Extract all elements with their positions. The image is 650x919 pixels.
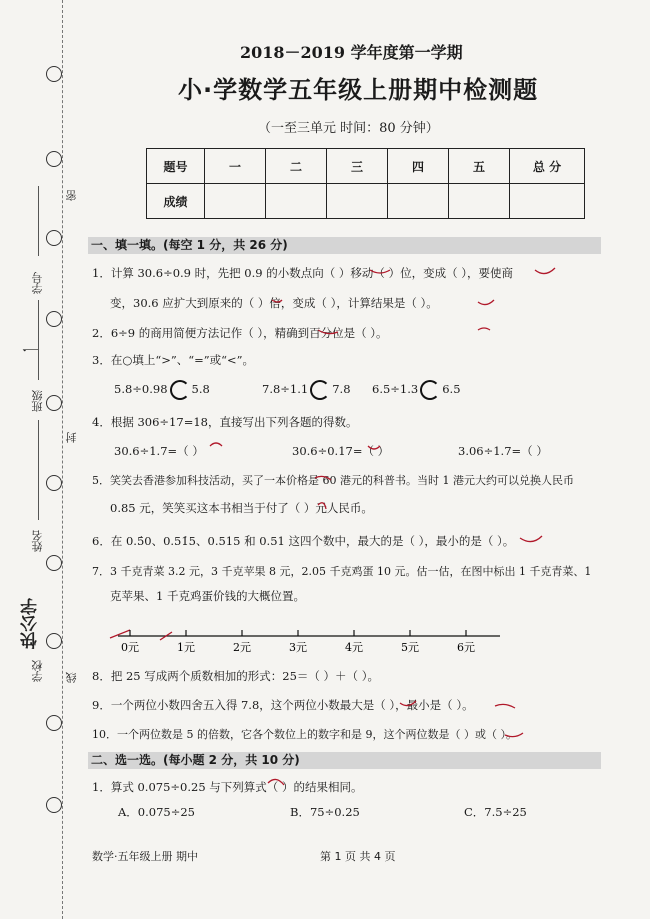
handwritten-school-name: 快公字 (21, 598, 41, 649)
q1-line-a: 1．计算 30.6÷0.9 时，先把 0.9 的小数点向（ ）移动（ ）位，变成（ ），要使商 (92, 266, 513, 280)
pen-mark (400, 701, 523, 737)
number-line-label: 6元 (457, 641, 475, 654)
row-label-score: 成绩 (147, 184, 205, 219)
school-label: 学校 (31, 660, 44, 682)
s2-q1-option-a[interactable]: A．0.075÷25 (118, 805, 195, 819)
col-total: 总 分 (510, 149, 585, 184)
section-2-title: 二、选一选。(每小题 2 分，共 10 分) (88, 752, 601, 769)
q3c-left: 6.5÷1.3 (372, 382, 419, 396)
q1-line-b: 变，30.6 应扩大到原来的（ ）倍，变成（ ），计算结果是（ ）。 (110, 296, 438, 310)
q4-b: 30.6÷0.17=（ ） (292, 444, 390, 458)
class-label: 班级 (31, 390, 44, 412)
pen-mark (318, 328, 490, 334)
seal-char-xian: 线 (65, 672, 78, 683)
q3a-left: 5.8÷0.98 (114, 382, 168, 396)
q7-line-a: 7．3 千克青菜 3.2 元，3 千克苹果 8 元，2.05 千克鸡蛋 10 元。估一估，在图中标出 1 千克青菜、1 (92, 565, 592, 578)
col-1: 一 (205, 149, 266, 184)
q4: 4．根据 306÷17=18，直接写出下列各题的得数。 (92, 415, 358, 429)
s2-q1: 1．算式 0.075÷0.25 与下列算式（ ）的结果相同。 (92, 780, 363, 794)
q3b-left: 7.8÷1.1 (262, 382, 309, 396)
number-line-label: 3元 (289, 641, 307, 654)
q2: 2．6÷9 的商用简便方法记作（ ），精确到百分位是（ ）。 (92, 326, 388, 340)
q3c-right: 6.5 (442, 382, 461, 396)
handwritten-class: 一 (22, 340, 43, 358)
col-4: 四 (388, 149, 449, 184)
number-line-label: 0元 (121, 641, 139, 654)
year-title: 2018－2019 学年度第一学期 (240, 43, 463, 62)
exam-subtitle: （一至三单元 时间：80 分钟） (258, 121, 439, 136)
q10: 10．一个两位数是 5 的倍数，它各个数位上的数字和是 9，这个两位数是（ ）或（ ）。 (92, 728, 517, 741)
col-2: 二 (266, 149, 327, 184)
s2-q1-option-c[interactable]: C．7.5÷25 (464, 805, 527, 819)
number-label: 学号 (31, 272, 44, 294)
pen-mark (210, 443, 380, 480)
q3b-right: 7.8 (332, 382, 351, 396)
s2-q1-option-b[interactable]: B．75÷0.25 (290, 805, 360, 819)
col-3: 三 (327, 149, 388, 184)
q8: 8．把 25 写成两个质数相加的形式：25＝（ ）＋（ ）。 (92, 669, 379, 683)
row-label-question: 题号 (147, 149, 205, 184)
q5-line-b: 0.85 元，笑笑买这本书相当于付了（ ）元人民币。 (110, 501, 373, 515)
q4-c: 3.06÷1.7=（ ） (458, 444, 548, 458)
number-line-label: 1元 (177, 641, 195, 654)
section-1-title: 一、填一填。(每空 1 分，共 26 分) (88, 237, 601, 254)
main-title: 小·学数学五年级上册期中检测题 (178, 76, 539, 104)
number-line-label: 5元 (401, 641, 419, 654)
q5-line-a: 5．笑笑去香港参加科技活动，买了一本价格是 60 港元的科普书。当时 1 港元大约可以兑换人民币 (92, 474, 574, 487)
q4-a: 30.6÷1.7=（ ） (114, 444, 204, 458)
footer-left: 数学·五年级上册 期中 (92, 850, 198, 863)
number-line-label: 4元 (345, 641, 363, 654)
pen-mark (268, 503, 542, 785)
q6: 6．在 0.5̇0、0.51̇5、0.515 和 0.51 这四个数中，最大的是（ ），最小的是（ ）。 (92, 534, 515, 548)
q3: 3．在○填上“>”、“=”或“<”。 (92, 353, 255, 367)
page-number: 第 1 页 共 4 页 (320, 850, 396, 863)
col-5: 五 (449, 149, 510, 184)
q9: 9．一个两位小数四舍五入得 7.8，这个两位小数最大是（ ），最小是（ ）。 (92, 698, 474, 712)
name-label: 姓名 (31, 530, 44, 552)
number-line-label: 2元 (233, 641, 251, 654)
seal-char-feng: 封 (65, 432, 78, 443)
q7-line-b: 克苹果、1 千克鸡蛋价钱的大概位置。 (110, 589, 305, 603)
pen-mark (272, 268, 555, 305)
seal-char-mi: 密 (65, 190, 78, 201)
q3a-right: 5.8 (191, 382, 210, 396)
